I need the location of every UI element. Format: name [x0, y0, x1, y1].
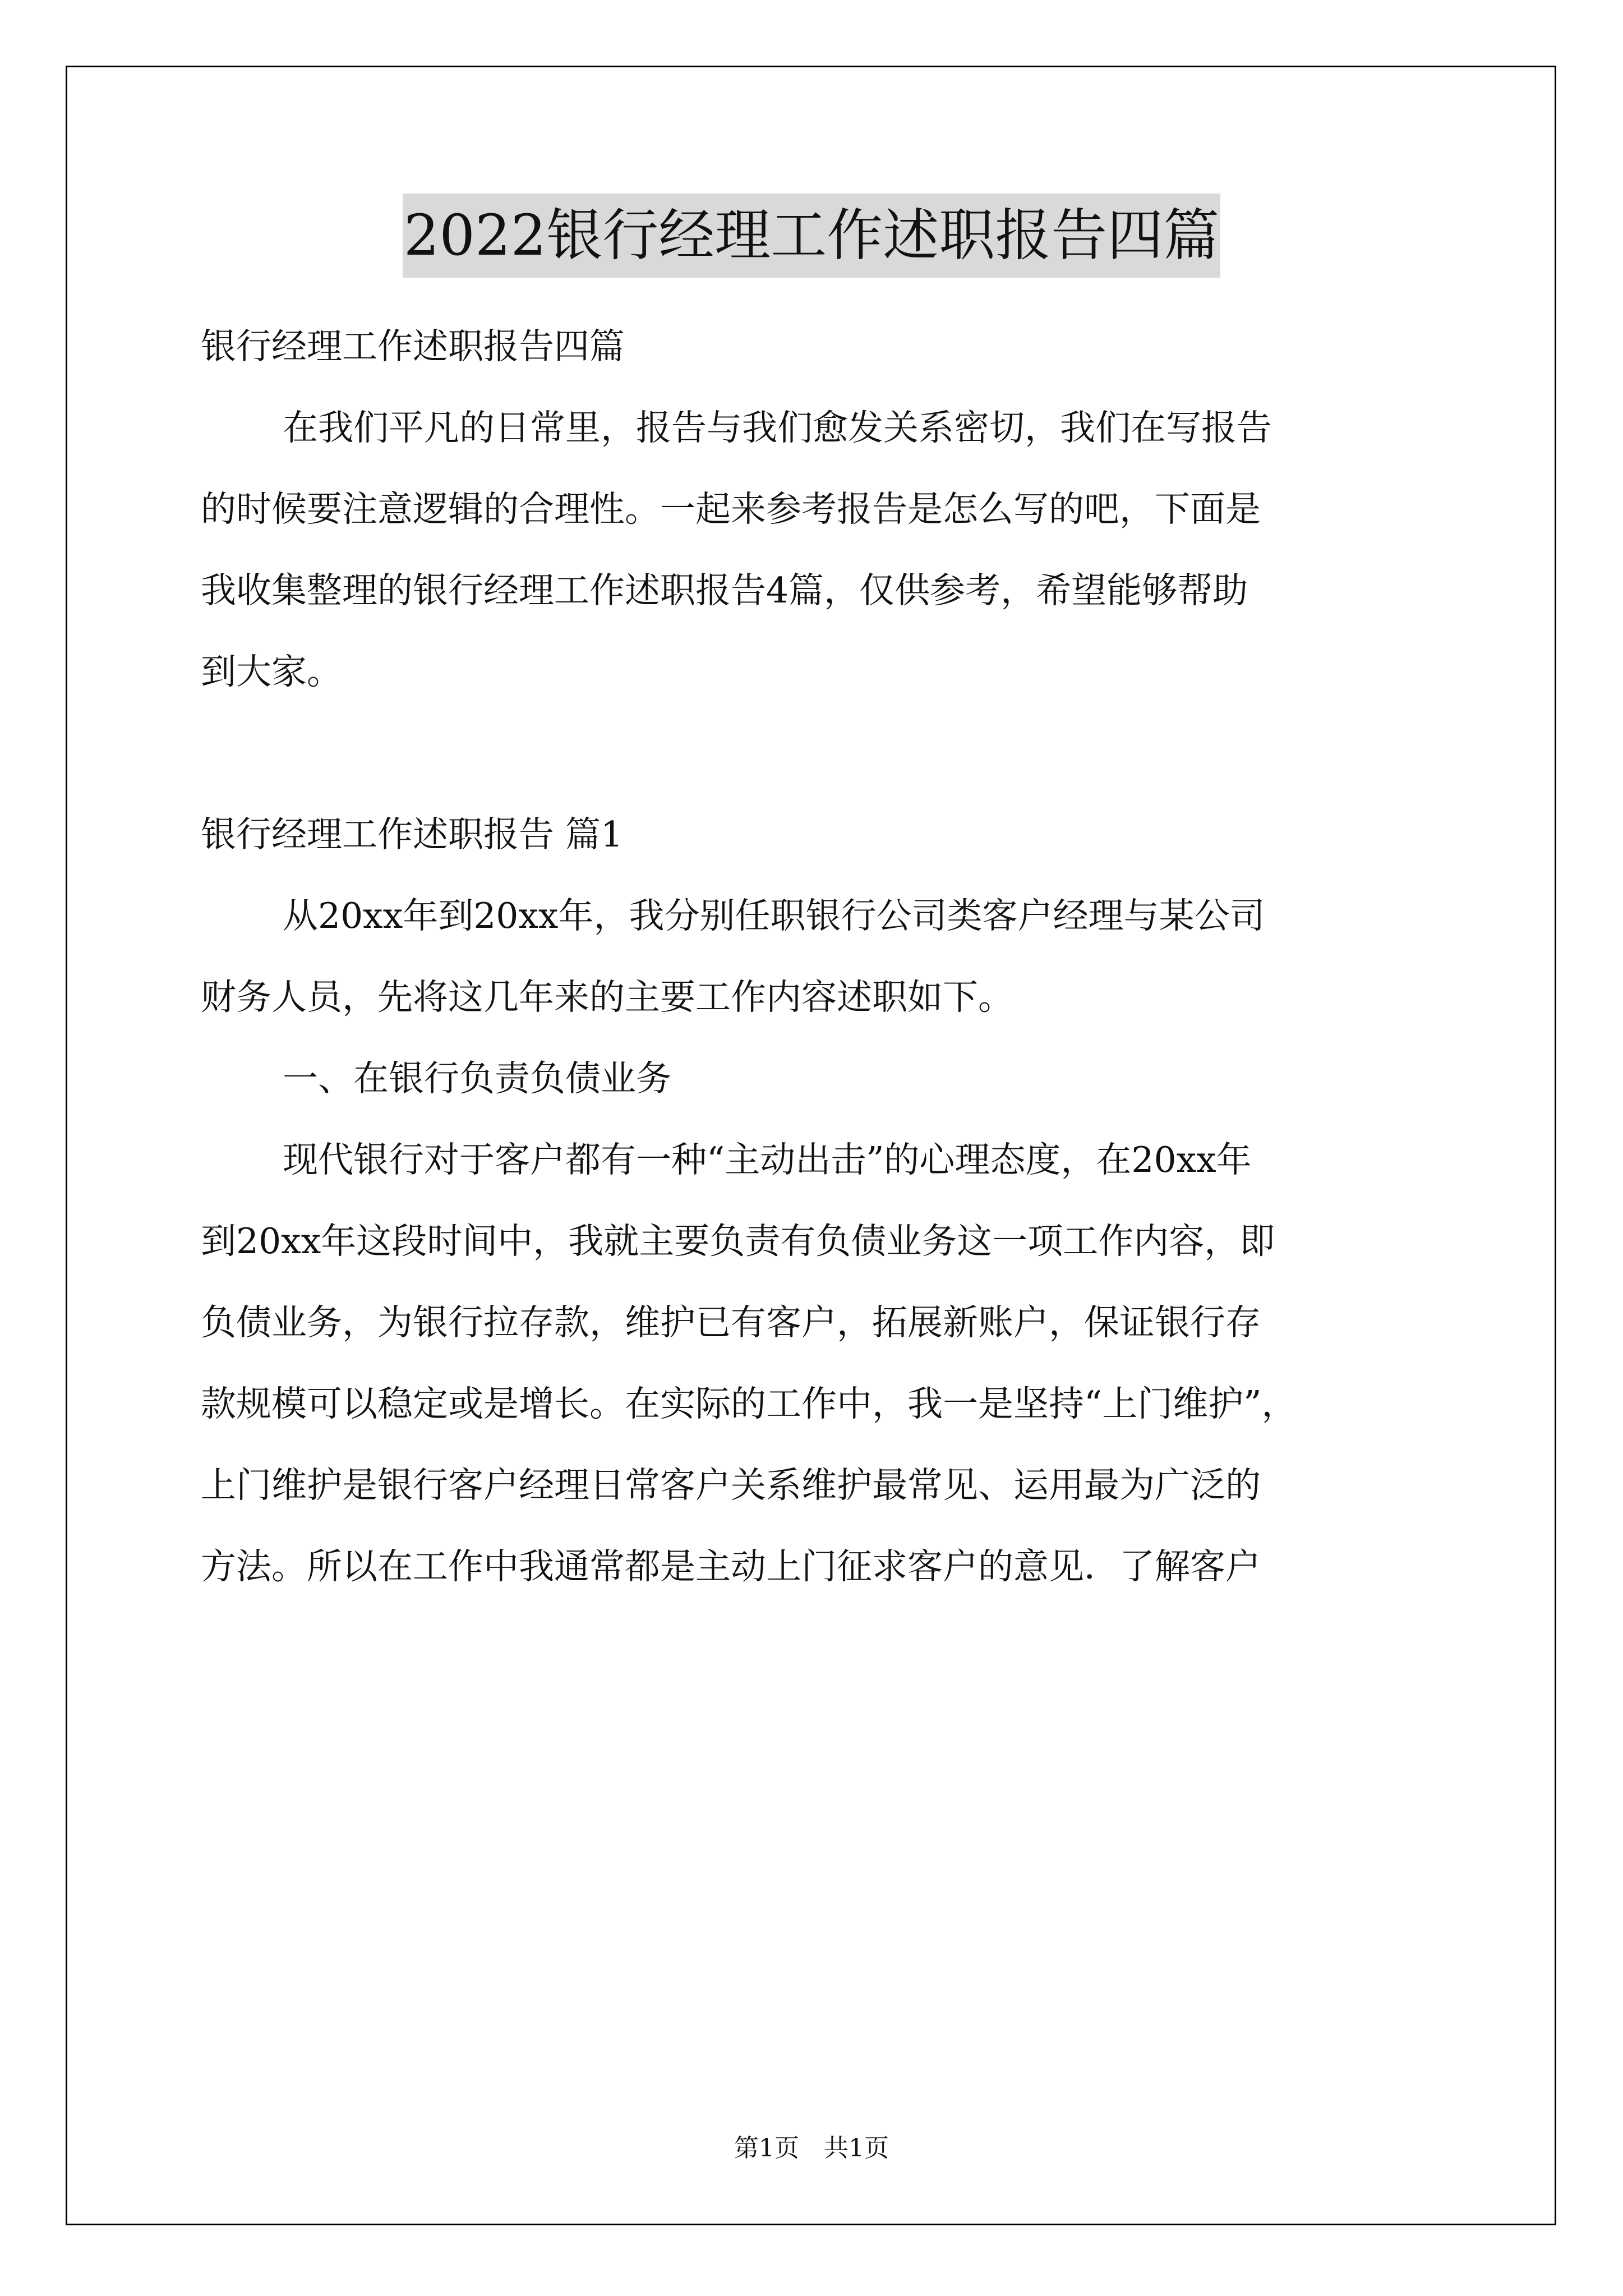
text-line: 到20xx年这段时间中，我就主要负责有负债业务这一项工作内容，即 — [201, 1221, 1275, 1262]
text-line: 从20xx年到20xx年，我分别任职银行公司类客户经理与某公司 — [283, 895, 1265, 936]
text-line: 负债业务，为银行拉存款，维护已有客户，拓展新账户，保证银行存 — [201, 1302, 1261, 1343]
text-line: 款规模可以稳定或是增长。在实际的工作中，我一是坚持“上门维护”， — [201, 1383, 1297, 1424]
text-line: 在我们平凡的日常里，报告与我们愈发关系密切，我们在写报告 — [283, 407, 1272, 448]
text-line: 上门维护是银行客户经理日常客户关系维护最常见、运用最为广泛的 — [201, 1465, 1261, 1506]
title-container — [0, 194, 1623, 278]
text-line: 现代银行对于客户都有一种“主动出击”的心理态度，在20xx年 — [283, 1139, 1252, 1180]
text-line: 银行经理工作述职报告四篇 — [201, 326, 625, 367]
document-title: 2022银行经理工作述职报告四篇 — [403, 194, 1221, 278]
text-line: 我收集整理的银行经理工作述职报告4篇，仅供参考，希望能够帮助 — [201, 570, 1248, 611]
blank-line — [201, 712, 1435, 794]
page-footer: 第1页 共1页 — [734, 2134, 889, 2162]
text-line: 一、在银行负责负债业务 — [283, 1058, 671, 1099]
text-line: 到大家。 — [201, 651, 342, 692]
text-line: 银行经理工作述职报告 篇1 — [201, 814, 624, 855]
text-line: 财务人员，先将这几年来的主要工作内容述职如下。 — [201, 977, 1013, 1018]
document-body — [201, 306, 1435, 1607]
text-line: 的时候要注意逻辑的合理性。一起来参考报告是怎么写的吧，下面是 — [201, 489, 1261, 530]
text-line: 方法。所以在工作中我通常都是主动上门征求客户的意见．了解客户 — [201, 1546, 1261, 1587]
